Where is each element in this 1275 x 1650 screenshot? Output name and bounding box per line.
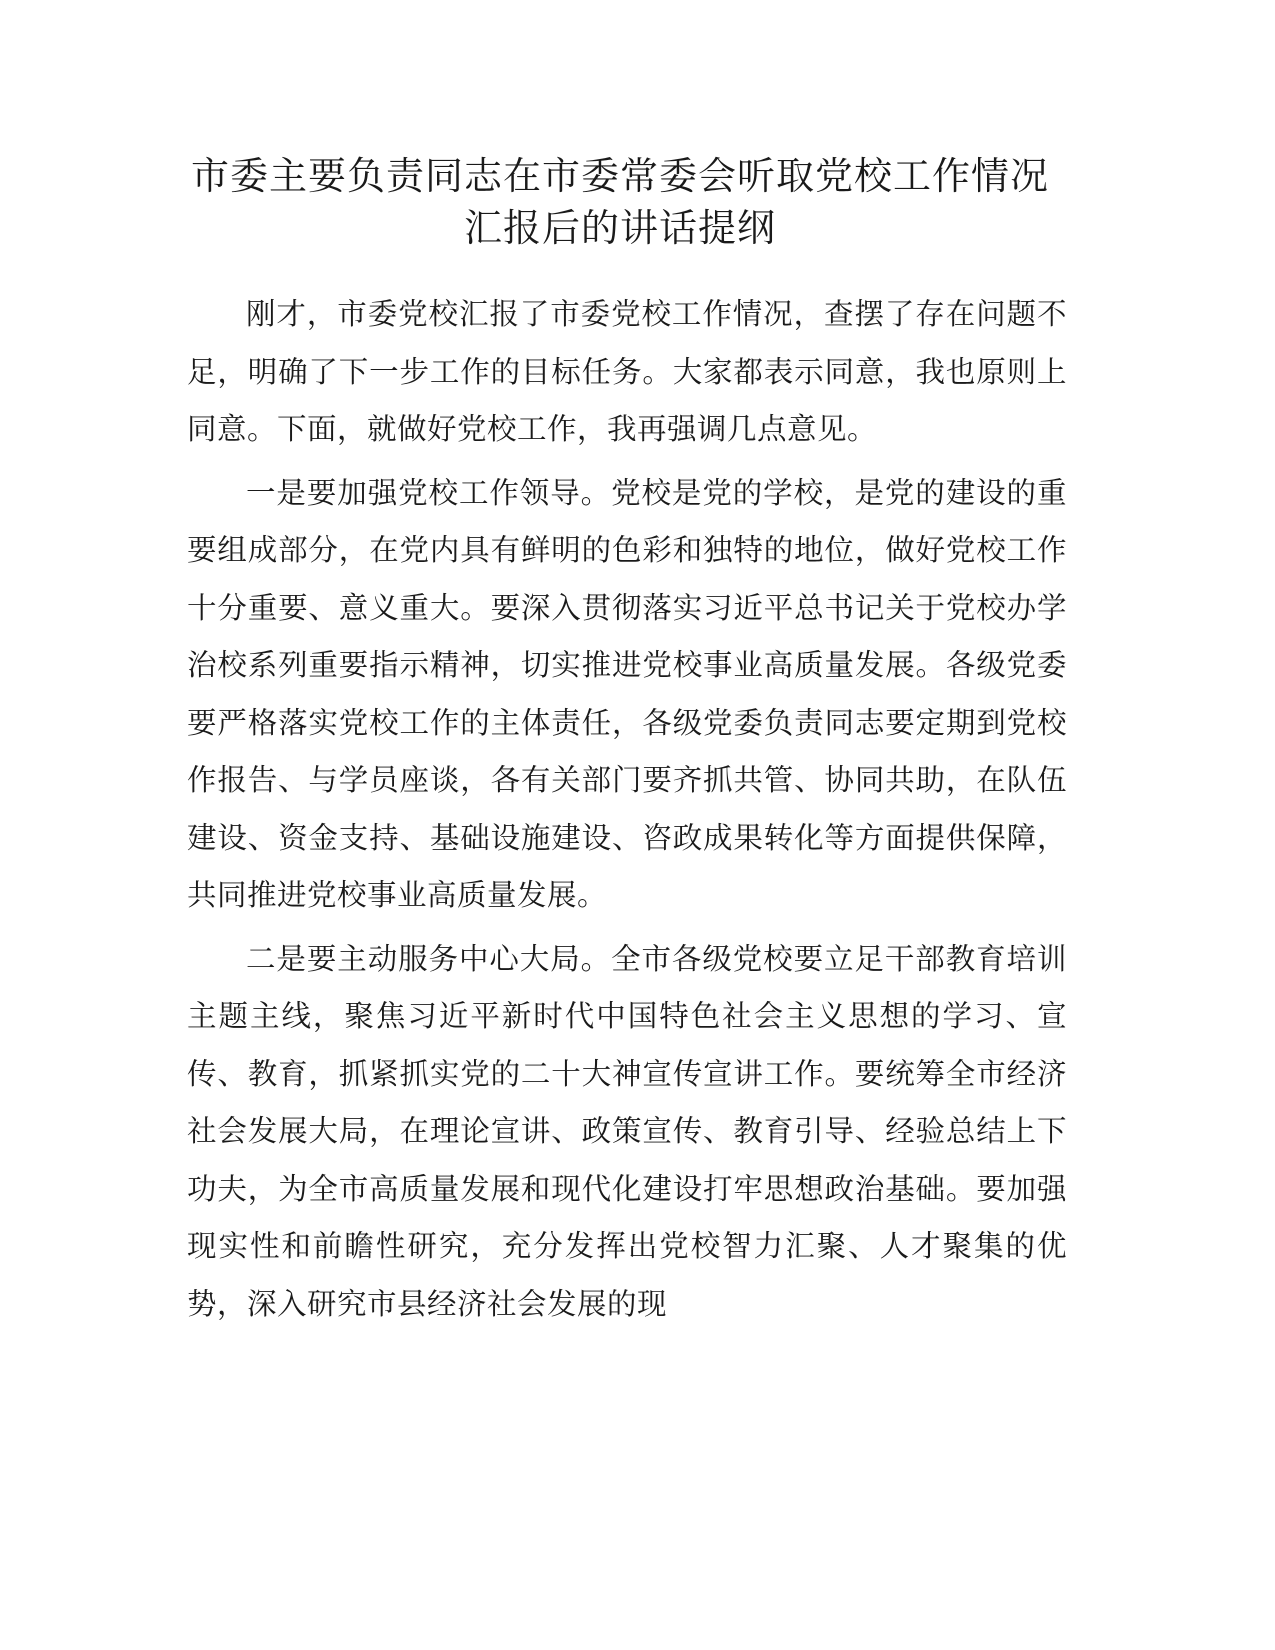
paragraph-point-one: 一是要加强党校工作领导。党校是党的学校，是党的建设的重要组成部分，在党内具有鲜明的色彩和独特的地位，做好党校工作十分重要、意义重大。要深入贯彻落实习近平总书记关于党校办学治校系列重要指示精神，切实推进党校事业高质量发展。各级党委要严格落实党校工作的主体责任，各级党委负责同志要定期到党校作报告、与学员座谈，各有关部门要齐抓共管、协同共助，在队伍建设、资金支持、基础设施建设、咨政成果转化等方面提供保障，共同推进党校事业高质量发展。 [187,475,1067,912]
document-title: 市委主要负责同志在市委常委会听取党校工作情况汇报后的讲话提纲 [190,154,1049,250]
paragraph-opening: 刚才，市委党校汇报了市委党校工作情况，查摆了存在问题不足，明确了下一步工作的目标任务。大家都表示同意，我也原则上同意。下面，就做好党校工作，我再强调几点意见。 [187,297,1067,446]
document-body [187,286,1067,1339]
paragraph-point-two: 二是要主动服务中心大局。全市各级党校要立足干部教育培训主题主线，聚焦习近平新时代中国特色社会主义思想的学习、宣传、教育，抓紧抓实党的二十大神宣传宣讲工作。要统筹全市经济社会发展大局，在理论宣讲、政策宣传、教育引导、经验总结上下功夫，为全市高质量发展和现代化建设打牢思想政治基础。要加强现实性和前瞻性研究，充分发挥出党校智力汇聚、人才聚集的优势，深入研究市县经济社会发展的现 [187,941,1067,1321]
